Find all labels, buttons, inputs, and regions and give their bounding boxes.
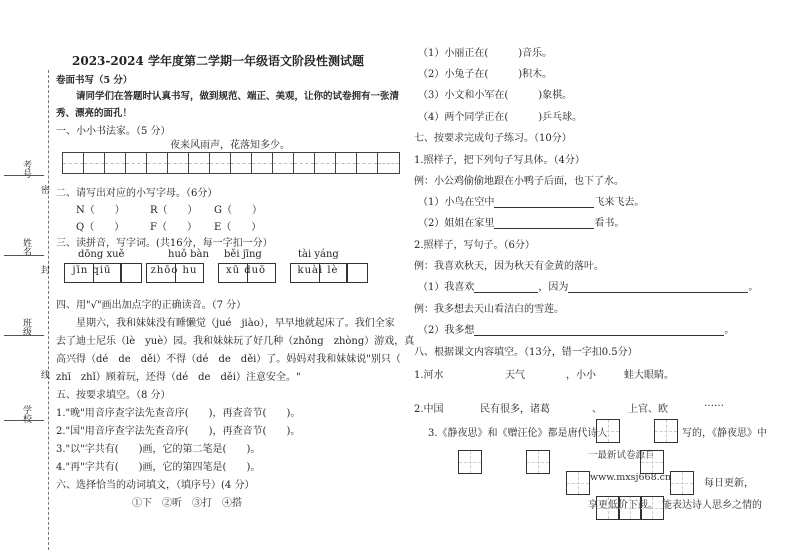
q5-line-4[interactable]: 4."再"字共有( )画，它的第四笔是( )。 bbox=[56, 462, 261, 473]
q7-example-1: 例：小公鸡偷偷地跟在小鸭子后面，也下了水。 bbox=[414, 176, 624, 187]
q7-answer-3-post: 。 bbox=[748, 282, 759, 293]
q7-answer-1-pre: （1）小鸟在空中 bbox=[418, 197, 495, 208]
q4-line-3[interactable]: 高兴得（dé de děi）不得（dé de děi）了。妈妈对我和妹妹说"别只（ bbox=[56, 354, 401, 365]
q3-pinyin-xuduo: xū duō bbox=[225, 265, 267, 276]
q8-grid-4[interactable] bbox=[526, 450, 550, 474]
q4-line-2[interactable]: 去了迪士尼乐（lè yuè）园。我和妹妹玩了好几种（zhǒng zhòng）游戏，真 bbox=[56, 336, 415, 347]
q7-answer-1-blank[interactable] bbox=[494, 207, 594, 208]
q1-grid-cell[interactable] bbox=[210, 153, 231, 173]
q1-grid-cell[interactable] bbox=[126, 153, 147, 173]
q7-answer-2[interactable] bbox=[418, 214, 624, 229]
class-line bbox=[4, 335, 44, 336]
q1-grid-cell[interactable] bbox=[273, 153, 294, 173]
q8-p2-b: 民有很多，诸葛 bbox=[480, 404, 550, 415]
q7-answer-3-blank-a[interactable] bbox=[474, 292, 538, 293]
q8-grid-2[interactable] bbox=[654, 419, 678, 443]
q1-grid-cell[interactable] bbox=[147, 153, 168, 173]
watermark-line-1: 一最新试卷源自 bbox=[588, 450, 655, 461]
q8-grid-1[interactable] bbox=[596, 419, 620, 443]
name-label: 姓名 bbox=[21, 238, 31, 256]
exam-no-label: 考号 bbox=[21, 160, 31, 178]
q6-options: ①下 ②听 ③打 ④搭 bbox=[132, 498, 242, 509]
q3-pinyin-jinqiu: jīn qiū bbox=[72, 265, 112, 276]
q1-grid-cell[interactable] bbox=[84, 153, 105, 173]
school-label: 学校 bbox=[21, 405, 31, 423]
q7-answer-3-mid: ，因为 bbox=[538, 282, 569, 293]
seal-mark-1: 密 bbox=[39, 185, 49, 194]
q7-answer-1-post: 飞来飞去。 bbox=[594, 197, 645, 208]
q4-heading: 四、用"√"画出加点字的正确读音。（7 分） bbox=[56, 300, 247, 311]
q3-pinyin-dongxue: dōng xuě bbox=[78, 249, 125, 260]
q7-answer-3-blank-b[interactable] bbox=[568, 292, 748, 293]
q6-fill-4[interactable]: （4）两个同学正在( )乒乓球。 bbox=[418, 112, 583, 123]
q1-grid-cell[interactable] bbox=[315, 153, 336, 173]
q2-item-r[interactable]: R（ ） bbox=[150, 205, 198, 216]
q8-grid-8[interactable] bbox=[596, 496, 620, 520]
q3-pinyin-huoban: huǒ bàn bbox=[168, 249, 209, 260]
q3-pinyin-beijing: běi jīng bbox=[224, 249, 262, 260]
q8-p3-d: 享更低价下载。 bbox=[588, 500, 658, 511]
q1-heading: 一、小小书法家。（5 分） bbox=[56, 126, 171, 137]
q7-answer-2-post: 看书。 bbox=[594, 218, 625, 229]
q8-heading: 八、根据课文内容填空。（13分，错一字扣0.5分） bbox=[414, 347, 638, 358]
watermark-line-2: www.mxsj668.cn bbox=[590, 472, 672, 483]
page-title: 2023-2024 学年度第二学期一年级语文阶段性测试题 bbox=[72, 54, 364, 68]
seal-mark-2: 封 bbox=[39, 265, 49, 274]
q1-writing-grid[interactable] bbox=[62, 152, 400, 174]
q2-item-e[interactable]: E（ ） bbox=[214, 222, 262, 233]
seal-mark-3: 线 bbox=[39, 370, 49, 379]
q7-answer-4-pre: （2）我多想 bbox=[418, 325, 475, 336]
q8-p2-e: …… bbox=[704, 398, 724, 409]
q1-grid-cell[interactable] bbox=[63, 153, 84, 173]
q8-p3-e: 能表达诗人思乡之情的 bbox=[662, 500, 762, 511]
q2-item-f[interactable]: F（ ） bbox=[150, 222, 197, 233]
q1-grid-cell[interactable] bbox=[336, 153, 357, 173]
q6-fill-3[interactable]: （3）小文和小军在( )象棋。 bbox=[418, 90, 573, 101]
q3-pinyin-zhaohu: zhōo hu bbox=[150, 265, 198, 276]
q1-grid-cell[interactable] bbox=[357, 153, 378, 173]
q7-example-2: 例：我喜欢秋天，因为秋天有金黄的落叶。 bbox=[414, 261, 604, 272]
q1-grid-cell[interactable] bbox=[105, 153, 126, 173]
q2-heading: 二、请写出对应的小写字母。（6分） bbox=[56, 188, 218, 199]
q7-answer-2-pre: （2）姐姐在家里 bbox=[418, 218, 495, 229]
q1-sentence: 夜来风雨声，花落知多少。 bbox=[170, 140, 290, 151]
q3-extra-box-2[interactable] bbox=[346, 263, 368, 283]
q6-fill-2[interactable]: （2）小兔子在( )积木。 bbox=[418, 69, 553, 80]
q7-answer-4[interactable] bbox=[418, 321, 734, 336]
q2-item-n[interactable]: N（ ） bbox=[76, 205, 125, 216]
q7-sub2: 2.照样子，写句子。（6分） bbox=[414, 240, 535, 251]
q8-grid-7[interactable] bbox=[670, 471, 694, 495]
q3-pinyin-taiyang: tài yáng bbox=[298, 249, 339, 260]
q3-extra-box-1[interactable] bbox=[120, 263, 142, 283]
q7-example-3: 例：我多想去天山看洁白的雪莲。 bbox=[414, 304, 564, 315]
q8-grid-5[interactable] bbox=[640, 450, 664, 474]
q8-p3-c: 每日更新， bbox=[704, 478, 754, 489]
q8-p1-d: 蛙大眼睛。 bbox=[624, 370, 674, 381]
q8-p2-d: 上官、欧 bbox=[628, 404, 668, 415]
q8-p1-a: 1.河水 bbox=[414, 370, 444, 381]
q4-line-1[interactable]: 星期六，我和妹妹没有睡懒觉（jué jiào），早早地就起床了。我们全家 bbox=[76, 318, 395, 329]
q5-line-1[interactable]: 1."晚"用音序查字法先查音序( )，再查音节( )。 bbox=[56, 408, 301, 419]
q5-heading: 五、按要求填空。（8 分） bbox=[56, 390, 171, 401]
q8-p3-b: 写的，《静夜思》中 bbox=[682, 428, 767, 439]
q6-fill-1[interactable]: （1）小丽正在( )音乐。 bbox=[418, 48, 553, 59]
class-label: 班级 bbox=[21, 318, 31, 336]
q5-line-3[interactable]: 3."以"字共有( )画，它的第二笔是( )。 bbox=[56, 444, 261, 455]
q8-grid-9[interactable] bbox=[618, 496, 642, 520]
exam-no-line bbox=[4, 175, 44, 176]
q8-grid-3[interactable] bbox=[458, 450, 482, 474]
q8-p1-c: ，小小 bbox=[566, 370, 596, 381]
q1-grid-cell[interactable] bbox=[168, 153, 189, 173]
q1-grid-cell[interactable] bbox=[294, 153, 315, 173]
q7-answer-4-post: 。 bbox=[724, 325, 735, 336]
binding-line bbox=[48, 70, 49, 550]
q7-heading: 七、按要求完成句子练习。（10分） bbox=[414, 133, 572, 144]
handwriting-heading: 卷面书写（5 分） bbox=[56, 75, 133, 86]
handwriting-note: 请同学们在答题时认真书写，做到规范、端正、美观，让你的试卷拥有一张清秀、漂亮的面孔！ bbox=[56, 91, 400, 119]
q7-answer-2-blank[interactable] bbox=[494, 228, 594, 229]
q8-grid-6[interactable] bbox=[566, 471, 590, 495]
q4-line-4[interactable]: zhī zhǐ）顾着玩，还得（dé de děi）注意安全。" bbox=[56, 372, 301, 383]
q1-grid-cell[interactable] bbox=[231, 153, 252, 173]
q8-grid-10[interactable] bbox=[640, 496, 664, 520]
q7-answer-4-blank[interactable] bbox=[474, 335, 724, 336]
q7-answer-1[interactable] bbox=[418, 193, 644, 208]
q3-pinyin-kuaile: kuài lè bbox=[297, 265, 339, 276]
q8-p2-c: 、 bbox=[592, 404, 602, 415]
q1-grid-cell[interactable] bbox=[252, 153, 273, 173]
school-line bbox=[4, 420, 44, 421]
q8-p3-a: 3.《静夜思》和《赠汪伦》都是唐代诗人 bbox=[428, 428, 608, 439]
q7-answer-3-pre: （1）我喜欢 bbox=[418, 282, 475, 293]
q6-heading: 六、选择恰当的动词填文，（填序号）(4 分） bbox=[56, 480, 255, 491]
q1-grid-cell[interactable] bbox=[378, 153, 399, 173]
q3-heading: 三、读拼音，写字词。(共16分，每一字扣一分） bbox=[56, 238, 273, 249]
q8-p2-a: 2.中国 bbox=[414, 404, 444, 415]
name-line bbox=[4, 255, 44, 256]
q2-item-g[interactable]: G（ ） bbox=[214, 205, 262, 216]
q7-sub1: 1.照样子，把下列句子写具体。（4分） bbox=[414, 155, 585, 166]
q1-grid-cell[interactable] bbox=[189, 153, 210, 173]
q2-item-q[interactable]: Q（ ） bbox=[76, 222, 125, 233]
q5-line-2[interactable]: 2."国"用音序查字法先查音序( )，再查音节( )。 bbox=[56, 426, 301, 437]
q7-answer-3[interactable] bbox=[418, 278, 758, 293]
q8-p1-b: 天气 bbox=[505, 370, 525, 381]
